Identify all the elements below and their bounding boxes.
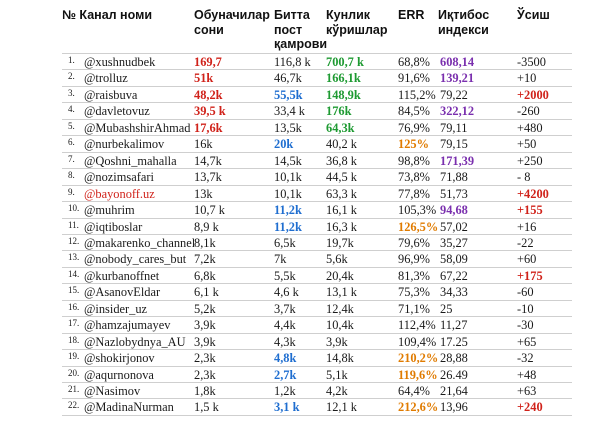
table-row <box>0 251 600 267</box>
growth-cell: -260 <box>517 104 540 119</box>
citation-cell: 322,12 <box>440 104 475 119</box>
post-reach-cell: 55,5k <box>274 87 303 102</box>
post-reach-cell: 7k <box>274 252 287 267</box>
err-cell: 119,6% <box>398 367 438 382</box>
err-cell: 125% <box>398 137 429 152</box>
growth-cell: +480 <box>517 120 543 135</box>
subscribers-cell: 8,1k <box>194 235 216 250</box>
table-row <box>0 268 600 284</box>
post-reach-cell: 20k <box>274 137 294 152</box>
citation-cell: 67,22 <box>440 268 468 283</box>
growth-cell: +65 <box>517 334 537 349</box>
daily-views-cell: 4,2k <box>326 384 348 398</box>
daily-views-cell: 44,5 k <box>326 170 357 185</box>
subscribers-cell: 1,8k <box>194 384 216 398</box>
row-number: 16. <box>68 301 80 312</box>
daily-views-cell: 12,4k <box>326 301 354 316</box>
channel-name: @Qoshni_mahalla <box>84 153 177 168</box>
channel-name: @kurbanoffnet <box>84 268 160 283</box>
header-daily-views <box>326 8 387 37</box>
row-number: 17. <box>68 318 80 329</box>
citation-cell: 13,96 <box>440 400 468 415</box>
daily-views-cell: 5,1k <box>326 367 348 382</box>
daily-views-cell: 12,1 k <box>326 400 357 415</box>
post-reach-cell: 5,5k <box>274 268 296 283</box>
citation-cell: 11,27 <box>440 318 468 333</box>
citation-cell: 28,88 <box>440 351 468 366</box>
post-reach-cell: 4,4k <box>274 318 296 333</box>
post-reach-cell: 46,7k <box>274 71 302 86</box>
row-number: 18. <box>68 334 80 345</box>
err-cell: 68,8% <box>398 55 431 69</box>
table-row <box>0 202 600 218</box>
post-reach-cell: 1,2k <box>274 384 296 398</box>
growth-cell: -10 <box>517 301 534 316</box>
row-number: 19. <box>68 351 80 362</box>
growth-cell: +16 <box>517 219 537 234</box>
channel-name: @shokirjonov <box>84 351 155 366</box>
channel-name: @nurbekalimov <box>84 137 165 152</box>
header-daily-views-line2: кўришлар <box>326 22 388 37</box>
header-citation-index <box>438 8 489 37</box>
table-row <box>0 334 600 350</box>
row-number: 4. <box>68 104 75 115</box>
citation-cell: 79,11 <box>440 120 468 135</box>
row-number: 20. <box>68 367 80 378</box>
subscribers-cell: 14,7k <box>194 153 222 168</box>
daily-views-cell: 63,3 k <box>326 186 357 201</box>
channel-name: @hamzajumayev <box>84 318 171 333</box>
daily-views-cell: 16,3 k <box>326 219 357 234</box>
err-cell: 64,4% <box>398 384 431 398</box>
table-row <box>0 103 600 119</box>
subscribers-cell: 169,7 <box>194 55 222 69</box>
channel-name: @AsanovEldar <box>84 285 161 300</box>
row-number: 13. <box>68 252 80 263</box>
table-row <box>0 186 600 202</box>
growth-cell: +10 <box>517 71 537 86</box>
post-reach-cell: 4,3k <box>274 334 296 349</box>
channel-name: @nobody_cares_but <box>84 252 187 267</box>
err-cell: 105,3% <box>398 203 437 218</box>
table-row <box>0 120 600 136</box>
table-row <box>0 70 600 86</box>
subscribers-cell: 39,5 k <box>194 104 226 119</box>
citation-cell: 35,27 <box>440 235 468 250</box>
growth-cell: +155 <box>517 203 543 218</box>
header-growth: Ўсиш <box>517 8 550 22</box>
channel-name: @muhrim <box>84 203 135 218</box>
growth-cell: +48 <box>517 367 537 382</box>
table-row <box>0 350 600 366</box>
row-number: 10. <box>68 203 80 214</box>
err-cell: 79,6% <box>398 235 431 250</box>
err-cell: 210,2% <box>398 351 439 366</box>
growth-cell: -32 <box>517 351 534 366</box>
post-reach-cell: 10,1k <box>274 170 302 185</box>
row-number: 5. <box>68 120 75 131</box>
daily-views-cell: 166,1k <box>326 71 361 86</box>
growth-cell: +2000 <box>517 87 549 102</box>
channel-name: @xushnudbek <box>84 55 156 69</box>
err-cell: 71,1% <box>398 301 431 316</box>
growth-cell: +250 <box>517 153 543 168</box>
growth-cell: -30 <box>517 318 534 333</box>
channel-name: @bayonoff.uz <box>84 186 155 201</box>
header-subscribers-line2: сони <box>194 22 224 37</box>
citation-cell: 139,21 <box>440 71 475 86</box>
daily-views-cell: 16,1 k <box>326 203 357 218</box>
table-row <box>0 284 600 300</box>
err-cell: 98,8% <box>398 153 431 168</box>
header-single-post-line2: пост <box>274 22 303 37</box>
citation-cell: 79,22 <box>440 87 468 102</box>
table-row <box>0 87 600 103</box>
subscribers-cell: 5,2k <box>194 301 216 316</box>
table-row <box>0 54 600 70</box>
daily-views-cell: 64,3k <box>326 120 355 135</box>
post-reach-cell: 14,5k <box>274 153 302 168</box>
citation-cell: 57,02 <box>440 219 468 234</box>
err-cell: 81,3% <box>398 268 431 283</box>
subscribers-cell: 48,2k <box>194 87 223 102</box>
err-cell: 112,4% <box>398 318 436 333</box>
subscribers-cell: 17,6k <box>194 120 223 135</box>
err-cell: 109,4% <box>398 334 437 349</box>
err-cell: 77,8% <box>398 186 431 201</box>
channel-name: @MubashshirAhmad <box>84 120 191 135</box>
subscribers-cell: 16k <box>194 137 213 152</box>
header-citation-line2: индекси <box>438 22 489 37</box>
row-number: 12. <box>68 235 80 246</box>
row-number: 9. <box>68 186 75 197</box>
citation-cell: 25 <box>440 301 453 316</box>
err-cell: 73,8% <box>398 170 431 185</box>
header-subscribers <box>194 8 270 37</box>
row-number: 14. <box>68 268 80 279</box>
post-reach-cell: 33,4 k <box>274 104 305 119</box>
table-row <box>0 136 600 152</box>
header-err: ERR <box>398 8 425 22</box>
citation-cell: 79,15 <box>440 137 468 152</box>
row-number: 8. <box>68 170 75 181</box>
channel-name: @nozimsafari <box>84 170 154 185</box>
growth-cell: +175 <box>517 268 543 283</box>
growth-cell: -3500 <box>517 55 546 69</box>
daily-views-cell: 3,9k <box>326 334 348 349</box>
channel-name: @makarenko_channel <box>84 235 196 250</box>
table-row <box>0 301 600 317</box>
daily-views-cell: 40,2 k <box>326 137 357 152</box>
growth-cell: +60 <box>517 252 537 267</box>
err-cell: 115,2% <box>398 87 436 102</box>
channel-name: @aqurnonova <box>84 367 154 382</box>
growth-cell: -60 <box>517 285 534 300</box>
post-reach-cell: 116,8 k <box>274 55 311 69</box>
table-row <box>0 169 600 185</box>
subscribers-cell: 1,5 k <box>194 400 219 415</box>
daily-views-cell: 10,4k <box>326 318 354 333</box>
subscribers-cell: 6,8k <box>194 268 216 283</box>
channel-name: @davletovuz <box>84 104 150 119</box>
citation-cell: 608,14 <box>440 55 475 69</box>
daily-views-cell: 14,8k <box>326 351 354 366</box>
growth-cell: -22 <box>517 235 534 250</box>
post-reach-cell: 3,1 k <box>274 400 300 415</box>
subscribers-cell: 51k <box>194 71 214 86</box>
row-number: 22. <box>68 400 80 411</box>
table-row <box>0 317 600 333</box>
citation-cell: 58,09 <box>440 252 468 267</box>
channel-name: @iqtiboslar <box>84 219 143 234</box>
row-number: 3. <box>68 87 75 98</box>
err-cell: 76,9% <box>398 120 431 135</box>
post-reach-cell: 13,5k <box>274 120 302 135</box>
daily-views-cell: 13,1 k <box>326 285 357 300</box>
row-number: 2. <box>68 71 75 82</box>
header-subscribers-line1: Обуначилар <box>194 8 270 22</box>
channel-name: @trolluz <box>84 71 128 86</box>
header-single-post <box>274 8 327 52</box>
citation-cell: 171,39 <box>440 153 475 168</box>
citation-cell: 26.49 <box>440 367 468 382</box>
table-row <box>0 219 600 235</box>
post-reach-cell: 11,2k <box>274 203 302 218</box>
daily-views-cell: 148,9k <box>326 87 361 102</box>
citation-cell: 51,73 <box>440 186 468 201</box>
subscribers-cell: 10,7 k <box>194 203 225 218</box>
channel-name: @Nazlobydnya_AU <box>84 334 186 349</box>
citation-cell: 34,33 <box>440 285 468 300</box>
growth-cell: +50 <box>517 137 537 152</box>
subscribers-cell: 3,9k <box>194 334 216 349</box>
subscribers-cell: 2,3k <box>194 351 216 366</box>
post-reach-cell: 11,2k <box>274 219 302 234</box>
post-reach-cell: 6,5k <box>274 235 296 250</box>
daily-views-cell: 19,7k <box>326 235 354 250</box>
row-number: 1. <box>68 55 75 65</box>
err-cell: 126,5% <box>398 219 439 234</box>
subscribers-cell: 13k <box>194 186 213 201</box>
table-row <box>0 367 600 383</box>
subscribers-cell: 13,7k <box>194 170 222 185</box>
daily-views-cell: 36,8 k <box>326 153 357 168</box>
table-row <box>0 399 600 415</box>
post-reach-cell: 10,1k <box>274 186 302 201</box>
daily-views-cell: 176k <box>326 104 352 119</box>
header-single-post-line3: қамрови <box>274 37 328 51</box>
channel-name: @Nasimov <box>84 384 141 398</box>
growth-cell: +63 <box>517 384 537 398</box>
header-channel: № Канал номи <box>62 8 153 22</box>
row-number: 11. <box>68 219 79 230</box>
table-row <box>0 235 600 251</box>
err-cell: 96,9% <box>398 252 431 267</box>
subscribers-cell: 7,2k <box>194 252 216 267</box>
subscribers-cell: 8,9 k <box>194 219 219 234</box>
channel-name: @raisbuva <box>84 87 138 102</box>
citation-cell: 71,88 <box>440 170 468 185</box>
row-divider <box>62 415 572 416</box>
table-row <box>0 153 600 169</box>
row-number: 7. <box>68 153 75 164</box>
daily-views-cell: 20,4k <box>326 268 354 283</box>
daily-views-cell: 5,6k <box>326 252 348 267</box>
header-daily-views-line1: Кунлик <box>326 8 371 22</box>
row-number: 6. <box>68 137 75 148</box>
err-cell: 212,6% <box>398 400 439 415</box>
subscribers-cell: 6,1 k <box>194 285 219 300</box>
growth-cell: - 8 <box>517 170 531 185</box>
post-reach-cell: 4,8k <box>274 351 297 366</box>
growth-cell: +240 <box>517 400 543 415</box>
table-row <box>0 383 600 399</box>
err-cell: 84,5% <box>398 104 431 119</box>
daily-views-cell: 700,7 k <box>326 55 364 69</box>
citation-cell: 21,64 <box>440 384 468 398</box>
subscribers-cell: 3,9k <box>194 318 216 333</box>
channel-name: @MadinaNurman <box>84 400 174 415</box>
err-cell: 91,6% <box>398 71 431 86</box>
err-cell: 75,3% <box>398 285 431 300</box>
citation-cell: 17.25 <box>440 334 468 349</box>
channel-name: @insider_uz <box>84 301 148 316</box>
post-reach-cell: 4,6 k <box>274 285 299 300</box>
subscribers-cell: 2,3k <box>194 367 216 382</box>
post-reach-cell: 2,7k <box>274 367 297 382</box>
row-number: 15. <box>68 285 80 296</box>
citation-cell: 94,68 <box>440 203 468 218</box>
header-citation-line1: Иқтибос <box>438 8 490 22</box>
growth-cell: +4200 <box>517 186 549 201</box>
row-number: 21. <box>68 384 80 394</box>
post-reach-cell: 3,7k <box>274 301 296 316</box>
header-single-post-line1: Битта <box>274 8 310 22</box>
